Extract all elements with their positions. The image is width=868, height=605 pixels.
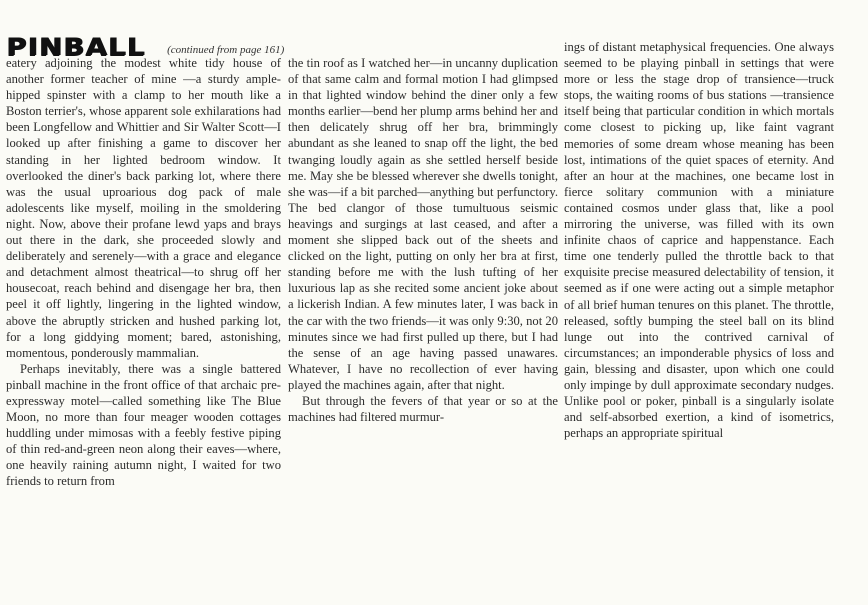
text-column-2 xyxy=(288,55,558,425)
paragraph: But through the fevers of that year or so at the machines had filtered murmur- xyxy=(288,393,558,425)
text-column-3 xyxy=(564,39,834,441)
paragraph: eatery adjoining the modest white tidy house of another former teacher of mine —a sturdy ample-hipped spinster with a clamp to her mouth like a Boston terrier's, whose apparent sole exhilarations had been Longfellow and Whittier and Sir Walter Scott—I looked up after finishing a game to discover her standing in her lighted bedroom window. It overlooked the diner's back parking lot, where there was the usual uproarious dog pack of male adolescents like myself, moiling in the smoldering night. Now, above their profane lewd yaps and brays out there in the dark, she proceeded slowly and deliberately and serenely—with a grace and elegance and detachment almost theatrical—to shrug off her housecoat, reach behind and disengage her bra, then peel it off lightly, lingering in the lighted window, above the abruptly stricken and hushed parking lot, for a long giddying moment; bared, astonishing, momentous, ponderously mammalian. xyxy=(6,56,281,360)
text-column-1 xyxy=(6,55,281,490)
paragraph: Perhaps inevitably, there was a single battered pinball machine in the front office of that archaic pre-expressway motel—called something like The Blue Moon, no more than four meager wooden cottages huddling under mimosas with a feebly festive piping of thin red-and-green neon along their eaves—where, one heavily raining autumn night, I waited for two friends to return from xyxy=(6,361,281,489)
continued-note: (continued from page 161) xyxy=(167,44,285,56)
paragraph: the tin roof as I watched her—in uncanny duplication of that same calm and formal motion I had glimpsed in that lighted window behind the diner only a few months earlier—bend her plump arms behind her and then delicately shrug off her bra, brimmingly abundant as she leaned to snap off the light, the bed twanging loudly again as she settled herself beside me. May she be blessed wherever she dwells tonight, she was—if a bit parched—anything but perfunctory. The bed clangor of those tumultuous seismic heavings and surgings at last ceased, and after a moment she slipped back out of the sheets and clicked on the light, putting on only her bra at first, standing before me with the lush tufting of her luxurious lap as she recited some ancient joke about a lickerish Indian. A few minutes later, I was back in the car with the two friends—it was only 9:30, not 20 minutes since we had first pulled up there, but I had the sense of an age having passed unawares. Whatever, I have no recollection of ever having played the machines again, after that night. xyxy=(288,56,558,392)
pinball-logo: PINBALL xyxy=(6,33,146,61)
paragraph: ings of distant metaphysical frequencies. One always seemed to be playing pinball in settings that were more or less the stage drop of transience—truck stops, the waiting rooms of bus stations —transience itself being that particular condition in which mortals come closest to picking up, like faint vagrant memories of some dream whose meaning has been lost, intimations of the quiet spaces of eternity. And after an hour at the machines, one became lost in fierce solitary communion with a miniature contained cosmos under glass that, like a pool mirroring the universe, was filled with its own infinite chaos of caprice and happenstance. Each time one tenderly pulled the throttle back to that exquisite precise measured delectability of tension, it seemed as if one were acting out a simple metaphor of all brief human tenures on this planet. The throttle, released, softly bumping the steel ball on its blind lunge out into the contrived carnival of circumstances; an imponderable physics of loss and gain, blessing and disaster, upon which one could only impinge by dull approximate secondary nudges. Unlike pool or poker, pinball is a singularly isolate and self-absorbed exertion, a kind of isometrics, perhaps an appropriate spiritual xyxy=(564,40,834,441)
